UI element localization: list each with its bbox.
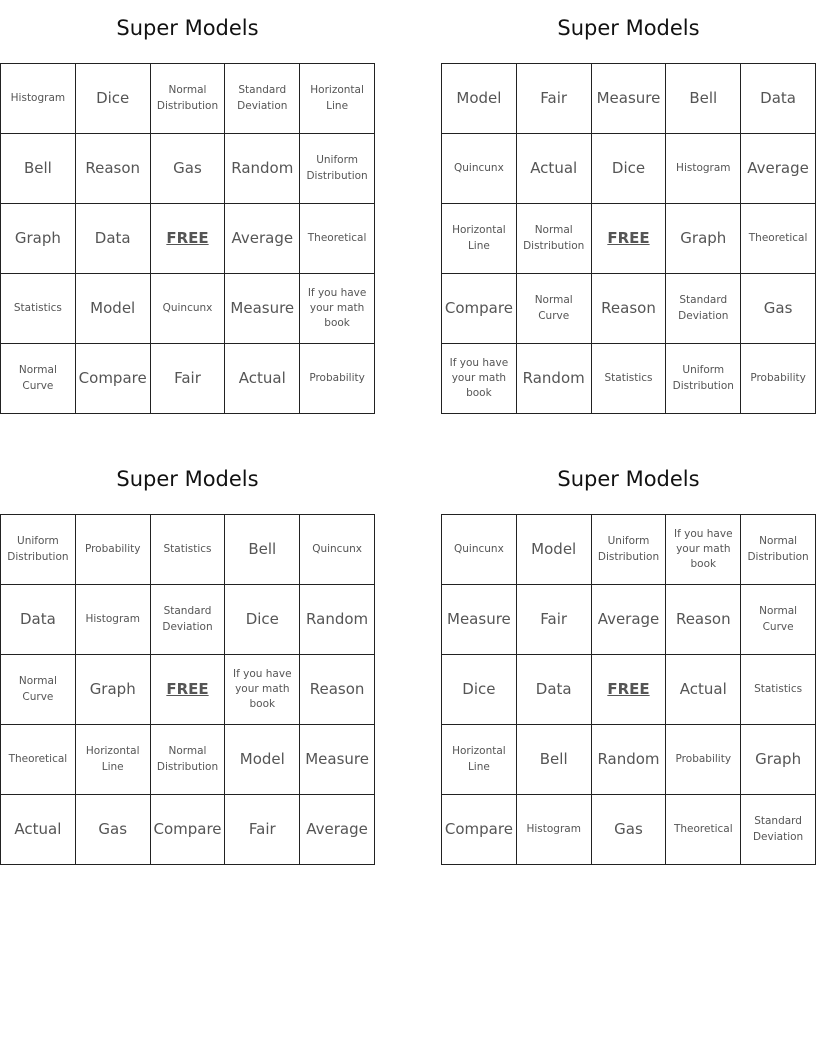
bingo-cell: Actual xyxy=(1,795,76,865)
bingo-cell: Fair xyxy=(225,795,300,865)
bingo-cell: Histogram xyxy=(517,795,592,865)
bingo-cell: Graph xyxy=(1,204,76,274)
bingo-cell: Dice xyxy=(592,134,667,204)
bingo-cell: Probability xyxy=(741,344,816,414)
bingo-cell: Reason xyxy=(300,655,375,725)
bingo-cell: Fair xyxy=(517,585,592,655)
bingo-cell: Data xyxy=(741,64,816,134)
bingo-cell: Random xyxy=(517,344,592,414)
bingo-cell: Average xyxy=(225,204,300,274)
card-title: Super Models xyxy=(557,467,700,491)
bingo-cell: Dice xyxy=(442,655,517,725)
bingo-cell: Standard Deviation xyxy=(225,64,300,134)
card-title: Super Models xyxy=(116,16,259,40)
bingo-cell: Model xyxy=(225,725,300,795)
bingo-cell: Data xyxy=(1,585,76,655)
bingo-cell: Actual xyxy=(517,134,592,204)
bingo-cell: Actual xyxy=(225,344,300,414)
bingo-cell: Reason xyxy=(592,274,667,344)
bingo-cell: If you have your math book xyxy=(300,274,375,344)
bingo-cell: If you have your math book xyxy=(442,344,517,414)
bingo-cell: Uniform Distribution xyxy=(666,344,741,414)
bingo-cell: Measure xyxy=(225,274,300,344)
bingo-cell: Reason xyxy=(666,585,741,655)
bingo-cell: Graph xyxy=(666,204,741,274)
bingo-grid xyxy=(441,514,816,865)
bingo-cell: Average xyxy=(300,795,375,865)
bingo-cell: Theoretical xyxy=(300,204,375,274)
free-space: FREE xyxy=(592,204,667,274)
bingo-cell: Model xyxy=(517,515,592,585)
bingo-cell: Bell xyxy=(666,64,741,134)
bingo-cell: Graph xyxy=(741,725,816,795)
free-space: FREE xyxy=(592,655,667,725)
bingo-cell: Gas xyxy=(151,134,226,204)
bingo-grid xyxy=(0,514,375,865)
bingo-cell: Graph xyxy=(76,655,151,725)
bingo-cell: Gas xyxy=(741,274,816,344)
bingo-cell: Horizontal Line xyxy=(76,725,151,795)
bingo-cell: Probability xyxy=(300,344,375,414)
bingo-cell: Normal Curve xyxy=(517,274,592,344)
bingo-cell: Statistics xyxy=(592,344,667,414)
bingo-grid xyxy=(0,63,375,414)
free-space: FREE xyxy=(151,204,226,274)
bingo-cell: Standard Deviation xyxy=(741,795,816,865)
bingo-cell: Normal Distribution xyxy=(151,64,226,134)
bingo-cell: Compare xyxy=(442,795,517,865)
bingo-cell: Probability xyxy=(666,725,741,795)
bingo-cell: Compare xyxy=(76,344,151,414)
bingo-cell: Random xyxy=(300,585,375,655)
bingo-cell: Quincunx xyxy=(442,134,517,204)
bingo-cell: Horizontal Line xyxy=(442,204,517,274)
bingo-cell: Dice xyxy=(225,585,300,655)
bingo-cell: Theoretical xyxy=(741,204,816,274)
bingo-cell: Uniform Distribution xyxy=(300,134,375,204)
bingo-cell: Histogram xyxy=(666,134,741,204)
bingo-cell: Measure xyxy=(442,585,517,655)
bingo-cell: Normal Curve xyxy=(1,655,76,725)
bingo-cell: Quincunx xyxy=(442,515,517,585)
bingo-cell: Random xyxy=(225,134,300,204)
bingo-cell: Fair xyxy=(151,344,226,414)
bingo-cell: Average xyxy=(741,134,816,204)
bingo-cell: Dice xyxy=(76,64,151,134)
bingo-cell: Statistics xyxy=(151,515,226,585)
bingo-cell: Gas xyxy=(592,795,667,865)
bingo-cell: If you have your math book xyxy=(225,655,300,725)
bingo-cell: Bell xyxy=(1,134,76,204)
bingo-cell: Statistics xyxy=(1,274,76,344)
bingo-cell: Data xyxy=(517,655,592,725)
bingo-cell: If you have your math book xyxy=(666,515,741,585)
bingo-cell: Horizontal Line xyxy=(442,725,517,795)
bingo-cell: Data xyxy=(76,204,151,274)
bingo-cell: Histogram xyxy=(76,585,151,655)
bingo-grid xyxy=(441,63,816,414)
bingo-cell: Horizontal Line xyxy=(300,64,375,134)
bingo-cell: Histogram xyxy=(1,64,76,134)
bingo-cell: Statistics xyxy=(741,655,816,725)
bingo-cell: Random xyxy=(592,725,667,795)
bingo-cell: Standard Deviation xyxy=(151,585,226,655)
bingo-cell: Compare xyxy=(151,795,226,865)
bingo-cell: Normal Curve xyxy=(741,585,816,655)
bingo-cell: Quincunx xyxy=(300,515,375,585)
bingo-cell: Measure xyxy=(300,725,375,795)
bingo-cell: Compare xyxy=(442,274,517,344)
free-space: FREE xyxy=(151,655,226,725)
bingo-cell: Quincunx xyxy=(151,274,226,344)
bingo-cell: Normal Distribution xyxy=(741,515,816,585)
bingo-cell: Uniform Distribution xyxy=(592,515,667,585)
bingo-cell: Average xyxy=(592,585,667,655)
bingo-cell: Normal Distribution xyxy=(517,204,592,274)
bingo-cell: Measure xyxy=(592,64,667,134)
bingo-cell: Theoretical xyxy=(1,725,76,795)
bingo-cell: Model xyxy=(76,274,151,344)
card-title: Super Models xyxy=(557,16,700,40)
bingo-cell: Theoretical xyxy=(666,795,741,865)
bingo-cell: Model xyxy=(442,64,517,134)
bingo-cell: Uniform Distribution xyxy=(1,515,76,585)
bingo-cell: Fair xyxy=(517,64,592,134)
bingo-cell: Normal Distribution xyxy=(151,725,226,795)
bingo-cell: Bell xyxy=(225,515,300,585)
bingo-cell: Bell xyxy=(517,725,592,795)
bingo-cell: Reason xyxy=(76,134,151,204)
bingo-cell: Normal Curve xyxy=(1,344,76,414)
bingo-cell: Gas xyxy=(76,795,151,865)
card-title: Super Models xyxy=(116,467,259,491)
bingo-cell: Actual xyxy=(666,655,741,725)
bingo-cell: Standard Deviation xyxy=(666,274,741,344)
bingo-cell: Probability xyxy=(76,515,151,585)
